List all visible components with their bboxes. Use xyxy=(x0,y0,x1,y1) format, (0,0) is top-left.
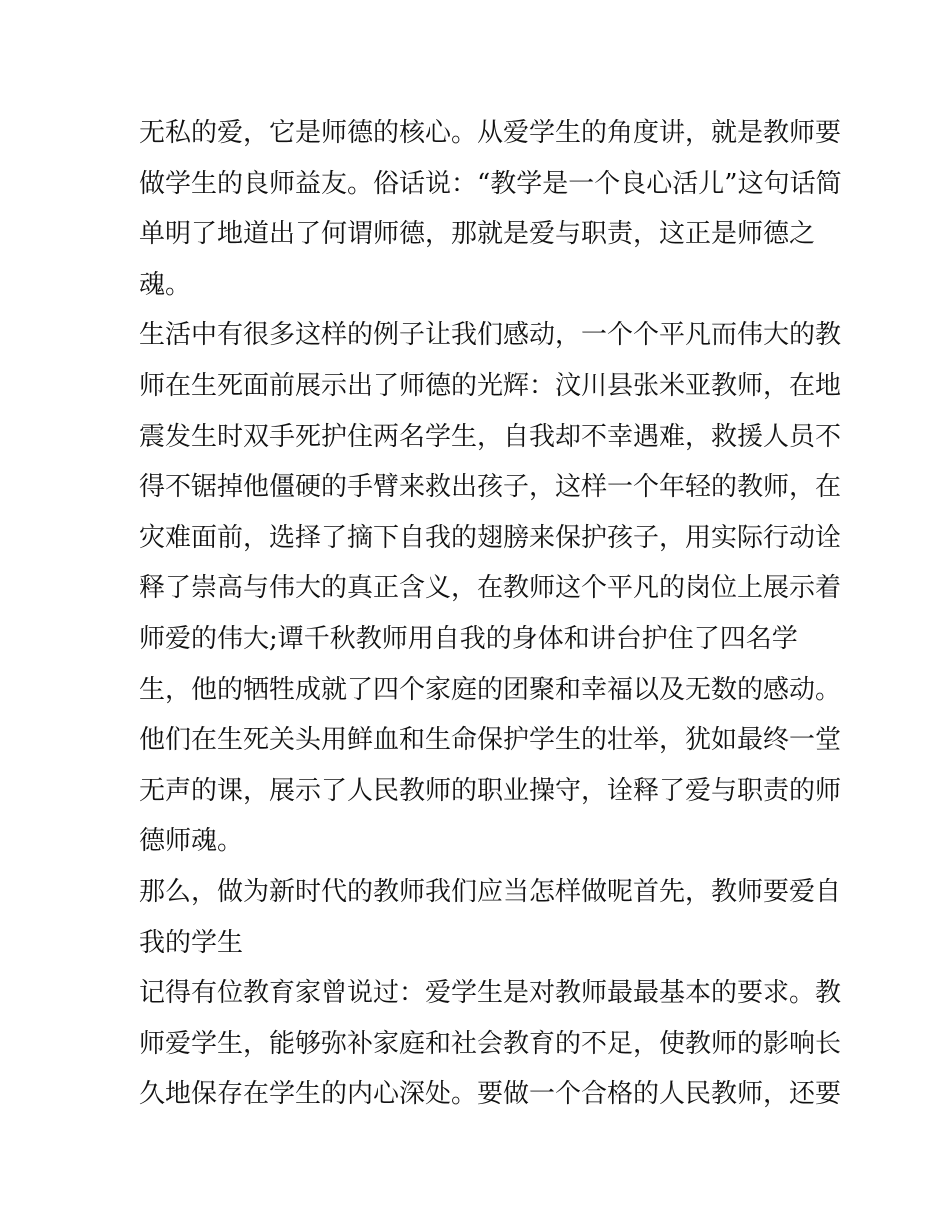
text-line: 那么，做为新时代的教师我们应当怎样做呢首先，教师要爱自 xyxy=(139,876,842,907)
text-line: 久地保存在学生的内心深处。要做一个合格的人民教师，还要 xyxy=(139,1079,842,1110)
text-line: 释了崇高与伟大的真正含义，在教师这个平凡的岗位上展示着 xyxy=(139,573,842,604)
body-text xyxy=(139,108,842,1120)
text-line: 震发生时双手死护住两名学生，自我却不幸遇难，救援人员不 xyxy=(139,421,842,452)
text-line: 生，他的牺牲成就了四个家庭的团聚和幸福以及无数的感动。 xyxy=(139,674,842,705)
text-line: 无私的爱，它是师德的核心。从爱学生的角度讲，就是教师要 xyxy=(139,118,842,148)
text-line: 德师魂。 xyxy=(139,826,244,857)
text-line: 生活中有很多这样的例子让我们感动，一个个平凡而伟大的教 xyxy=(139,320,842,351)
text-line: 师爱学生，能够弥补家庭和社会教育的不足，使教师的影响长 xyxy=(139,1028,842,1059)
text-line: 无声的课，展示了人民教师的职业操守，诠释了爱与职责的师 xyxy=(139,775,842,806)
text-line: 单明了地道出了何谓师德，那就是爱与职责，这正是师德之 xyxy=(139,219,816,250)
text-line: 灾难面前，选择了摘下自我的翅膀来保护孩子，用实际行动诠 xyxy=(139,522,842,553)
text-line: 师在生死面前展示出了师德的光辉：汶川县张米亚教师，在地 xyxy=(139,370,842,401)
text-line: 他们在生死关头用鲜血和生命保护学生的壮举，犹如最终一堂 xyxy=(139,725,842,756)
text-line: 魂。 xyxy=(139,269,192,300)
text-line: 记得有位教育家曾说过：爱学生是对教师最最基本的要求。教 xyxy=(139,978,842,1009)
text-line: 得不锯掉他僵硬的手臂来救出孩子，这样一个年轻的教师，在 xyxy=(139,472,842,503)
text-line: 师爱的伟大;谭千秋教师用自我的身体和讲台护住了四名学 xyxy=(139,623,798,654)
text-line: 我的学生 xyxy=(139,927,244,958)
text-line: 做学生的良师益友。俗话说：“教学是一个良心活儿”这句话简 xyxy=(139,168,842,199)
